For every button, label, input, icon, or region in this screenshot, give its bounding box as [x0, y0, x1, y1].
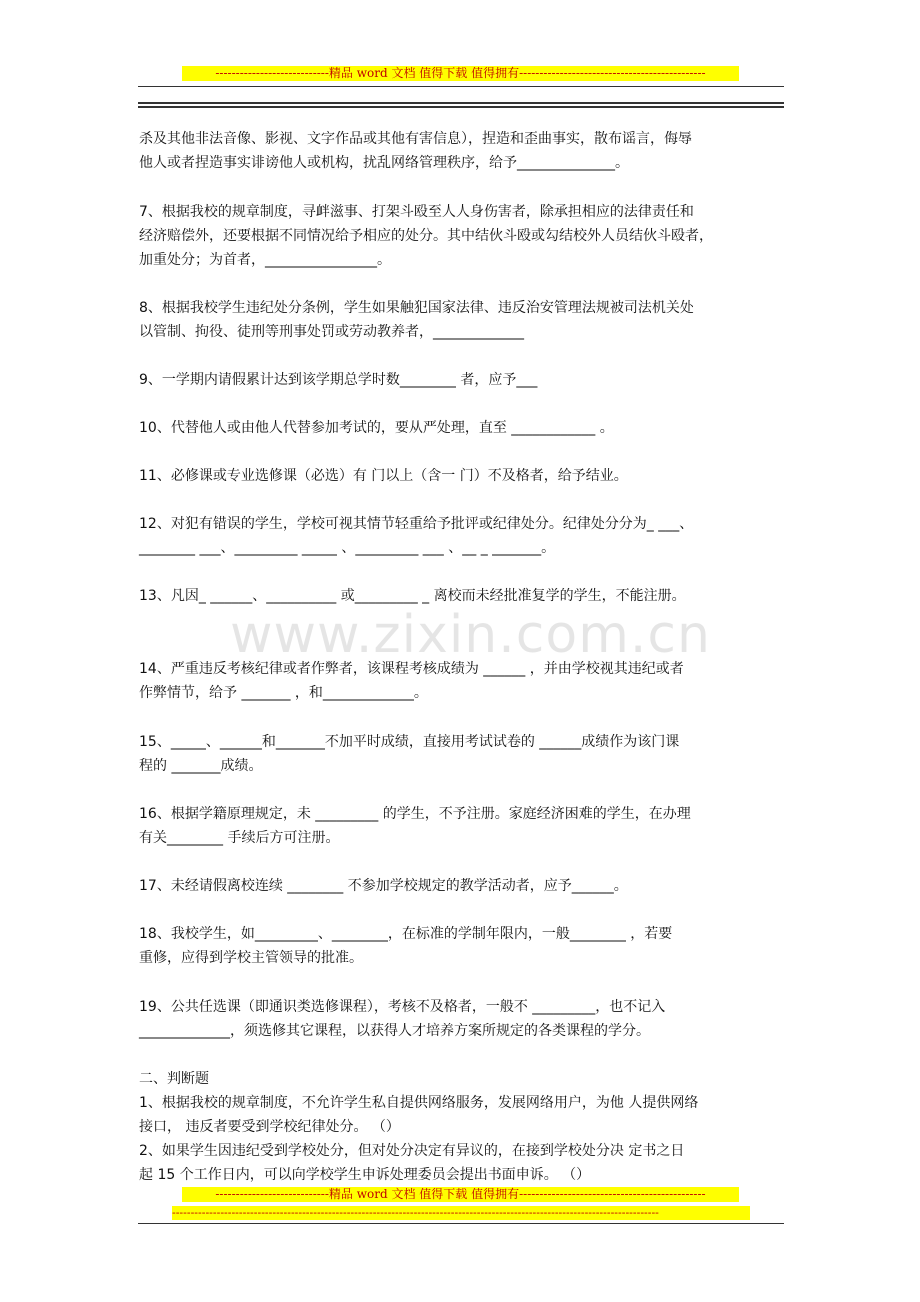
header-rule-thick-2 [138, 106, 784, 108]
watermark-text: www.zixin.com.cn [230, 605, 711, 665]
text-line: 1、根据我校的规章制度，不允许学生私自提供网络服务，发展网络用户，为他 人提供网络 [139, 1095, 699, 1111]
question-16 [139, 802, 789, 850]
text-line: _____________，须选修其它课程，以获得人才培养方案所规定的各类课程的学分。 [139, 1023, 650, 1039]
text-line: 重修，应得到学校主管领导的批准。 [139, 950, 363, 966]
text-line: 程的 _______成绩。 [139, 758, 263, 774]
text-line: 加重处分；为首者，________________。 [139, 252, 391, 268]
text-line: 以管制、拘役、徒刑等刑事处罚或劳动教养者，_____________ [139, 324, 524, 340]
text-line: 15、_____、______和_______不加平时成绩，直接用考试试卷的 ______成绩作为该门课 [139, 734, 680, 750]
text-line: 他人或者捏造事实诽谤他人或机构，扰乱网络管理秩序，给予______________。 [139, 155, 629, 171]
text-line: 接口， 违反者要受到学校纪律处分。 （） [139, 1119, 400, 1135]
text-line: 有关________ 手续后方可注册。 [139, 830, 340, 846]
text-line: 19、公共任选课（即通识类选修课程），考核不及格者，一般不 _________，也不记入 [139, 999, 666, 1015]
header-rule-thin [138, 86, 784, 87]
text-line: 17、未经请假离校连续 ________ 不参加学校规定的教学活动者，应予______。 [139, 878, 628, 894]
text-line: 18、我校学生，如_________、________，在标准的学制年限内，一般________ ，若要 [139, 926, 673, 942]
true-false-2 [139, 1139, 789, 1187]
question-9 [139, 368, 789, 392]
header-rule-thick-1 [138, 102, 784, 104]
question-7 [139, 200, 789, 272]
question-8 [139, 296, 789, 344]
text-line: 经济赔偿外，还要根据不同情况给予相应的处分。其中结伙斗殴或勾结校外人员结伙斗殴者， [139, 228, 713, 244]
section-heading: 二、判断题 [139, 1071, 209, 1087]
question-11 [139, 464, 789, 488]
true-false-1 [139, 1091, 789, 1139]
text-line: 10、代替他人或由他人代替参加考试的，要从严处理，直至 ____________ 。 [139, 420, 614, 436]
question-19 [139, 995, 789, 1043]
text-line: 起 15 个工作日内，可以向学校学生申诉处理委员会提出书面申诉。 （） [139, 1167, 591, 1183]
question-10 [139, 416, 789, 440]
question-14 [139, 657, 789, 705]
footer-rule [138, 1223, 784, 1224]
header-banner: ----------------------------精品 word 文档 值得下载 值得拥有---------------------------------------------- [182, 66, 739, 81]
section-2-title [139, 1067, 789, 1091]
text-line: 12、对犯有错误的学生，学校可视其情节轻重给予批评或纪律处分。纪律处分分为_ ___、 [139, 516, 694, 532]
question-12 [139, 512, 789, 560]
text-line: 13、凡因_ ______、__________ 或_________ _ 离校而未经批准复学的学生，不能注册。 [139, 588, 686, 604]
footer-dash-line: ----------------------------------------------------------------------------------------------------------------------------------- [172, 1206, 750, 1220]
text-line: 9、一学期内请假累计达到该学期总学时数________ 者，应予___ [139, 372, 538, 388]
text-line: 16、根据学籍原理规定，未 _________ 的学生，不予注册。家庭经济困难的学生，在办理 [139, 806, 691, 822]
question-18 [139, 922, 789, 970]
text-line: ________ ___、_________ _____ 、_________ ___ 、__ _ _______。 [139, 540, 556, 556]
intro-paragraph [139, 127, 789, 175]
text-line: 8、根据我校学生违纪处分条例，学生如果触犯国家法律、违反治安管理法规被司法机关处 [139, 300, 694, 316]
text-line: 作弊情节，给予 _______ ，和_____________。 [139, 685, 428, 701]
question-17 [139, 874, 789, 898]
footer-banner: ----------------------------精品 word 文档 值得下载 值得拥有---------------------------------------------- [182, 1187, 739, 1202]
text-line: 11、必修课或专业选修课（必选）有 门以上（含一 门）不及格者，给予结业。 [139, 468, 628, 484]
text-line: 7、根据我校的规章制度，寻衅滋事、打架斗殴至人人身伤害者，除承担相应的法律责任和 [139, 204, 694, 220]
question-15 [139, 730, 789, 778]
text-line: 2、如果学生因违纪受到学校处分，但对处分决定有异议的，在接到学校处分决 定书之日 [139, 1143, 685, 1159]
question-13 [139, 584, 789, 608]
text-line: 杀及其他非法音像、影视、文字作品或其他有害信息），捏造和歪曲事实，散布谣言，侮辱 [139, 131, 692, 147]
text-line: 14、严重违反考核纪律或者作弊者，该课程考核成绩为 ______ ，并由学校视其违纪或者 [139, 661, 684, 677]
